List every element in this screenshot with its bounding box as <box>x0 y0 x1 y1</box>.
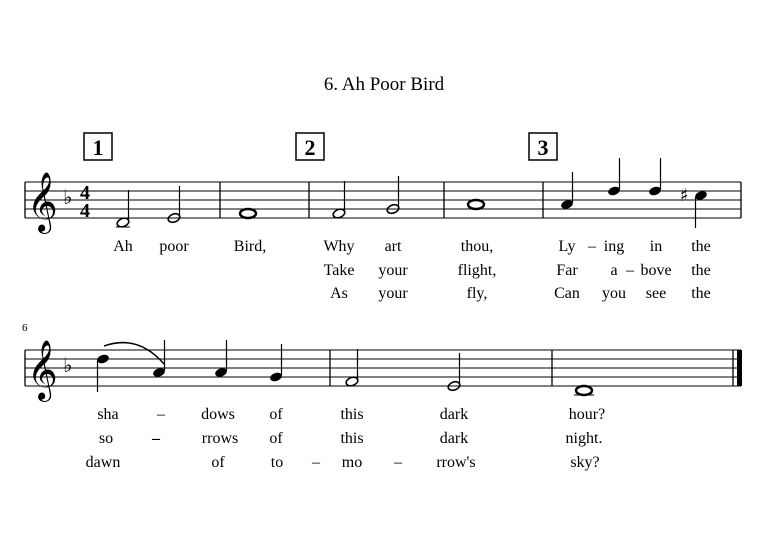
final-barline <box>737 350 742 386</box>
flat-icon: ♭ <box>63 185 73 209</box>
time-signature-top: 4 <box>80 182 90 204</box>
lyric-syllable: 3 <box>537 135 549 160</box>
lyric-syllable: Ly <box>558 238 576 255</box>
treble-clef-icon: 𝄞 <box>27 172 58 232</box>
lyric-syllable: – <box>152 430 160 447</box>
time-signature-bottom: 4 <box>80 200 90 222</box>
lyric-syllable: art <box>384 238 402 255</box>
lyric-syllable: so <box>98 430 114 447</box>
staff-lines <box>25 182 741 218</box>
staff-system-2 <box>22 322 742 471</box>
lyric-syllable: dark <box>439 406 469 423</box>
treble-clef-icon: 𝄞 <box>27 340 58 400</box>
lyric-syllable: Bird, <box>233 238 267 255</box>
lyric-syllable: poor <box>159 238 189 255</box>
rehearsal-mark-2 <box>296 133 324 160</box>
lyric-syllable: the <box>691 262 711 279</box>
lyric-syllable: – <box>626 262 634 279</box>
note-d-quarter <box>607 158 621 197</box>
rehearsal-mark-3 <box>529 133 557 160</box>
lyric-syllable: the <box>691 285 711 302</box>
lyric-syllable: sha <box>97 406 119 423</box>
lyric-syllable: 1 <box>92 135 104 160</box>
note-d-whole <box>574 386 594 395</box>
lyric-syllable: bove <box>640 262 672 279</box>
lyric-syllable: Why <box>323 238 355 255</box>
rehearsal-mark-1 <box>84 133 112 160</box>
lyrics-verse-3 <box>86 454 600 471</box>
lyric-syllable: rrow's <box>436 454 476 471</box>
lyrics-verse-2 <box>99 430 603 447</box>
lyric-syllable: to <box>270 454 284 471</box>
flat-icon: ♭ <box>63 353 73 377</box>
lyric-syllable: As <box>330 285 348 302</box>
lyric-syllable: of <box>269 430 283 447</box>
page-title: 6. Ah Poor Bird <box>323 74 445 95</box>
lyric-syllable: of <box>211 454 225 471</box>
lyric-syllable: this <box>340 406 364 423</box>
lyric-syllable: – <box>157 406 165 423</box>
note-a-whole <box>468 200 484 209</box>
lyric-syllable: fly, <box>466 285 488 302</box>
staff-lines <box>25 350 741 386</box>
lyric-syllable: of <box>269 406 283 423</box>
measure-number: 6 <box>22 322 28 334</box>
lyric-syllable: Can <box>554 285 580 302</box>
lyric-syllable: you <box>602 285 626 302</box>
lyric-syllable: thou, <box>460 238 494 255</box>
lyrics-verse-1 <box>97 406 605 423</box>
lyric-syllable: dawn <box>85 454 121 471</box>
lyric-syllable: dows <box>201 406 235 423</box>
staff-system-1 <box>25 133 741 302</box>
lyric-syllable: the <box>691 238 711 255</box>
lyric-syllable: sky? <box>570 454 600 471</box>
lyric-syllable: this <box>340 430 364 447</box>
lyric-syllable: your <box>378 262 408 279</box>
lyric-syllable: Take <box>323 262 355 279</box>
lyric-syllable: – <box>312 454 320 471</box>
lyric-syllable: dark <box>439 430 469 447</box>
note-f-whole <box>240 209 256 218</box>
lyric-syllable: mo <box>341 454 363 471</box>
lyric-syllable: night. <box>565 430 603 447</box>
lyric-syllable: ing <box>603 238 625 255</box>
slur <box>104 343 164 364</box>
lyric-syllable: Far <box>556 262 578 279</box>
lyric-syllable: Ah <box>113 238 133 255</box>
lyric-syllable: your <box>378 285 408 302</box>
lyrics-verse-1 <box>113 238 711 255</box>
lyric-syllable: in <box>649 238 663 255</box>
lyric-syllable: flight, <box>457 262 497 279</box>
lyric-syllable: see <box>645 285 667 302</box>
lyric-syllable: – <box>394 454 402 471</box>
lyrics-verse-3 <box>330 285 711 302</box>
note-d-quarter <box>648 158 662 197</box>
sharp-icon: ♯ <box>680 185 689 206</box>
lyrics-verse-2 <box>324 262 711 279</box>
lyric-syllable: rrows <box>201 430 239 447</box>
lyric-syllable: a <box>610 262 618 279</box>
lyric-syllable: 2 <box>304 135 316 160</box>
lyric-syllable: hour? <box>568 406 606 423</box>
lyric-syllable: – <box>588 238 596 255</box>
